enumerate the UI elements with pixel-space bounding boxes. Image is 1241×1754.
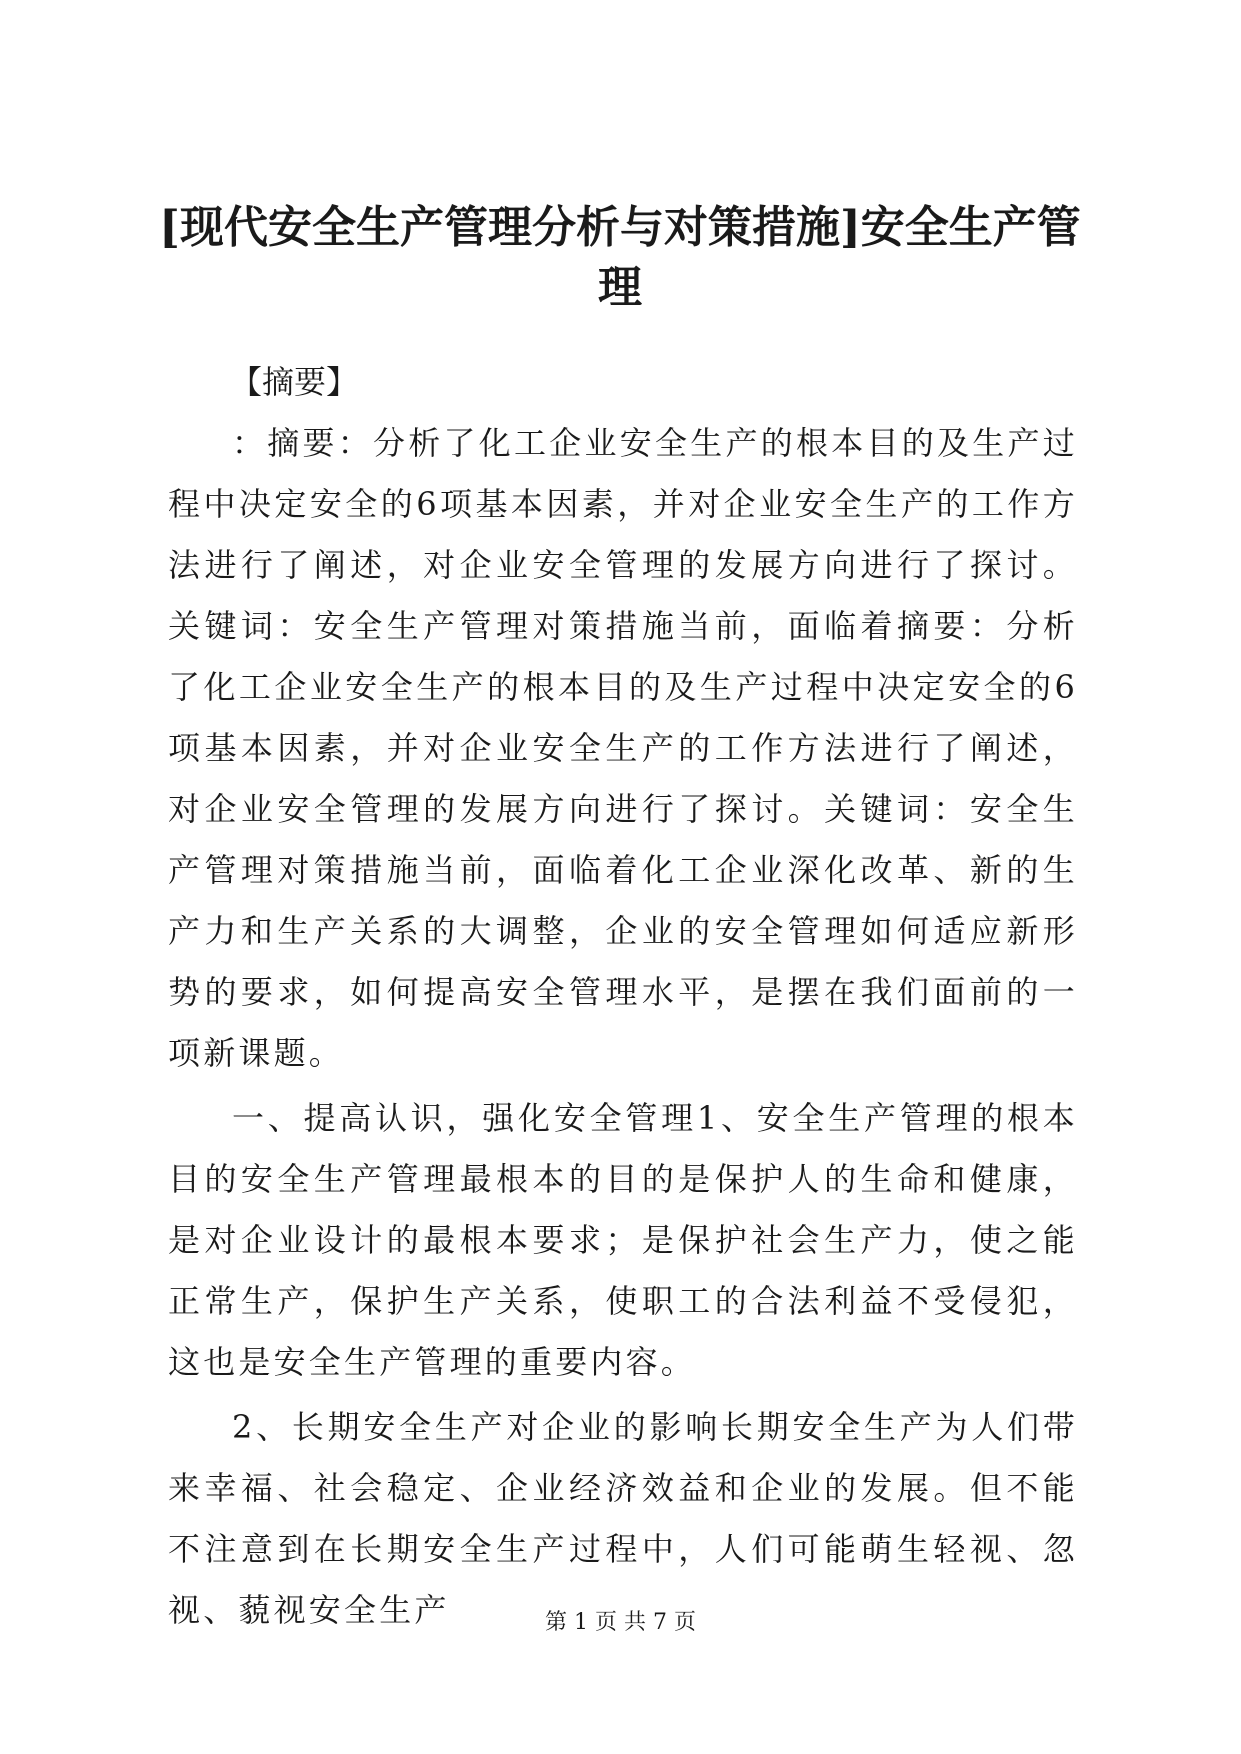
section-two-paragraph: 2、长期安全生产对企业的影响长期安全生产为人们带来幸福、社会稳定、企业经济效益和企业的发展。但不能不注意到在长期安全生产过程中，人们可能萌生轻视、忽视、藐视安全生产 bbox=[168, 1408, 1078, 1629]
document-body bbox=[168, 352, 1078, 1645]
abstract-paragraph: ：摘要：分析了化工企业安全生产的根本目的及生产过程中决定安全的6项基本因素，并对企业安全生产的工作方法进行了阐述，对企业安全管理的发展方向进行了探讨。关键词：安全生产管理对策措施当前，面临着摘要：分析了化工企业安全生产的根本目的及生产过程中决定安全的6项基本因素，并对企业安全生产的工作方法进行了阐述，对企业安全管理的发展方向进行了探讨。关键词：安全生产管理对策措施当前，面临着化工企业深化改革、新的生产力和生产关系的大调整，企业的安全管理如何适应新形势的要求，如何提高安全管理水平，是摆在我们面前的一项新课题。 bbox=[168, 424, 1078, 1072]
document-title: [现代安全生产管理分析与对策措施]安全生产管理 bbox=[159, 202, 1081, 313]
page-footer: 第 1 页 共 7 页 bbox=[545, 1610, 696, 1635]
section-one-paragraph: 一、提高认识，强化安全管理1、安全生产管理的根本目的安全生产管理最根本的目的是保护人的生命和健康，是对企业设计的最根本要求；是保护社会生产力，使之能正常生产，保护生产关系，使职工的合法利益不受侵犯，这也是安全生产管理的重要内容。 bbox=[168, 1099, 1078, 1381]
abstract-label: 【摘要】 bbox=[230, 363, 359, 401]
